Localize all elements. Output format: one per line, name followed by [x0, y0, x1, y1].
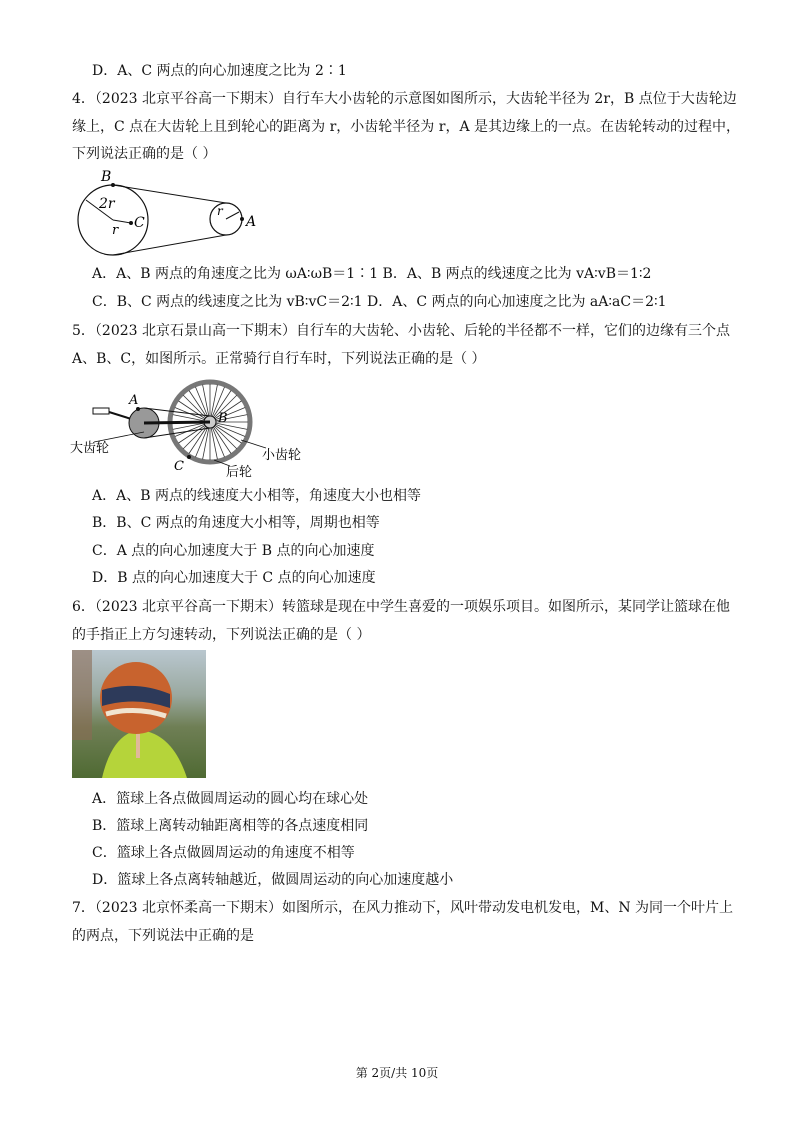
- bicycle-diagram: [66, 376, 316, 480]
- gear-diagram: [66, 168, 256, 258]
- q5-option-a: A．A、B 两点的线速度大小相等，角速度大小也相等: [92, 488, 421, 504]
- q6-stem-line1: 6．（2023 北京平谷高一下期末）转篮球是现在中学生喜爱的一项娱乐项目。如图所示，某同学让篮球在他: [72, 599, 730, 615]
- label-big-gear: 大齿轮: [70, 441, 110, 456]
- label-r: r: [112, 223, 119, 238]
- q4-stem-line3: 下列说法正确的是（ ）: [72, 146, 217, 162]
- q6-stem-line2: 的手指正上方匀速转动，下列说法正确的是（ ）: [72, 627, 371, 643]
- q7-stem-line2: 的两点，下列说法中正确的是: [72, 928, 254, 944]
- q6-option-a: A．篮球上各点做圆周运动的圆心均在球心处: [92, 791, 369, 807]
- q6-option-b: B．篮球上离转动轴距离相等的各点速度相同: [92, 818, 369, 834]
- label-small-gear: 小齿轮: [262, 448, 302, 463]
- label-r-small: r: [217, 204, 223, 218]
- label-a: A: [246, 214, 256, 230]
- q7-stem-line1: 7．（2023 北京怀柔高一下期末）如图所示，在风力推动下，风叶带动发电机发电，M、N 为同一个叶片上: [72, 900, 734, 916]
- q6-option-d: D．篮球上各点离转轴越近，做圆周运动的向心加速度越小: [92, 872, 454, 888]
- label-c: C: [134, 215, 145, 231]
- page-footer: 第 2页/共 10页: [355, 1066, 439, 1080]
- q4-options-ab: A．A、B 两点的角速度之比为 ωA∶ωB＝1∶1 B．A、B 两点的线速度之比为 vA∶vB＝1∶2: [92, 266, 652, 282]
- basketball-photo: [72, 650, 206, 778]
- q4-stem-line2: 缘上，C 点在大齿轮上且到轮心的距离为 r，小齿轮半径为 r，A 是其边缘上的一点。在齿轮转动的过程中，: [72, 119, 741, 135]
- label-a: A: [129, 393, 139, 408]
- q4-options-cd: C．B、C 两点的线速度之比为 vB∶vC＝2∶1 D．A、C 两点的向心加速度之比为 aA∶aC＝2∶1: [92, 294, 667, 310]
- q3-option-d: D．A、C 两点的向心加速度之比为 2∶1: [92, 63, 347, 79]
- q5-stem-line2: A、B、C，如图所示。正常骑行自行车时，下列说法正确的是（ ）: [72, 351, 486, 367]
- label-rear-wheel: 后轮: [226, 465, 253, 480]
- q6-option-c: C．篮球上各点做圆周运动的角速度不相等: [92, 845, 355, 861]
- q5-option-d: D．B 点的向心加速度大于 C 点的向心加速度: [92, 570, 376, 586]
- label-b: B: [101, 169, 112, 185]
- label-b: B: [218, 411, 228, 426]
- q5-stem-line1: 5．（2023 北京石景山高一下期末）自行车的大齿轮、小齿轮、后轮的半径都不一样，它们的边缘有三个点: [72, 323, 730, 339]
- q5-option-b: B．B、C 两点的角速度大小相等，周期也相等: [92, 515, 380, 531]
- q4-stem-line1: 4．（2023 北京平谷高一下期末）自行车大小齿轮的示意图如图所示，大齿轮半径为 2r，B 点位于大齿轮边: [72, 91, 737, 107]
- label-2r: 2r: [99, 196, 115, 212]
- label-c: C: [174, 459, 184, 474]
- q5-option-c: C．A 点的向心加速度大于 B 点的向心加速度: [92, 543, 375, 559]
